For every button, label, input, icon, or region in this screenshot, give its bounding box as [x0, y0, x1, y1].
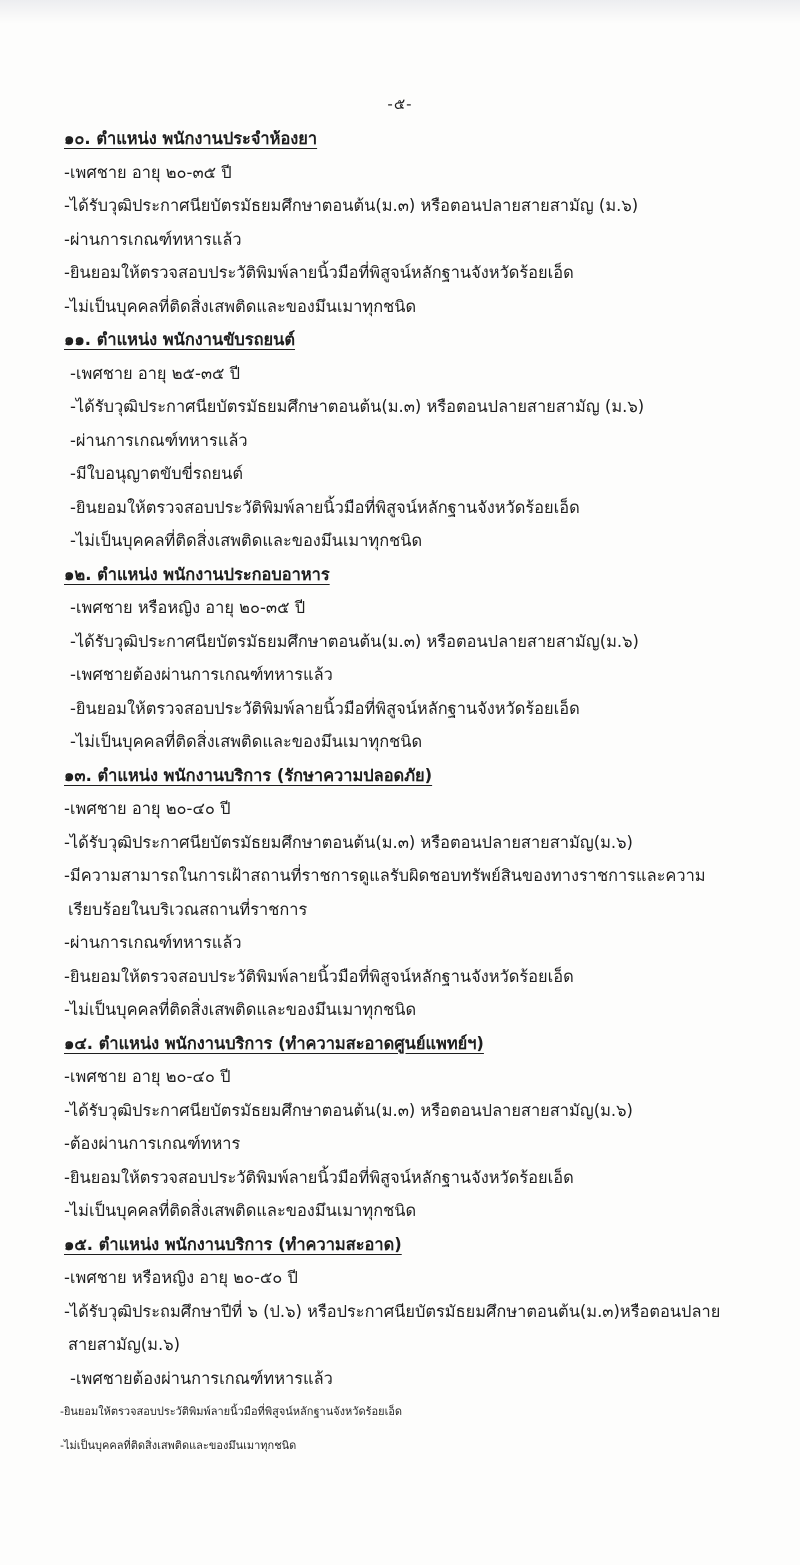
section-heading: ๑๓. ตำแหน่ง พนักงานบริการ (รักษาความปลอดภัย)	[64, 765, 433, 785]
section-heading: ๑๒. ตำแหน่ง พนักงานประกอบอาหาร	[64, 564, 330, 584]
section-heading: ๑๕. ตำแหน่ง พนักงานบริการ (ทำความสะอาด)	[64, 1234, 402, 1254]
section-heading: ๑๔. ตำแหน่ง พนักงานบริการ (ทำความสะอาดศูนย์แพทย์ฯ)	[64, 1033, 484, 1053]
requirement-line: -เพศชาย อายุ ๒๕-๓๕ ปี	[70, 363, 241, 383]
requirement-line: -ไม่เป็นบุคคลที่ติดสิ่งเสพติดและของมึนเมาทุกชนิด	[64, 296, 417, 316]
document-body	[60, 122, 786, 1462]
requirement-line: -ไม่เป็นบุคคลที่ติดสิ่งเสพติดและของมึนเมาทุกชนิด	[60, 1438, 297, 1452]
requirement-line: -มีใบอนุญาตขับขี่รถยนต์	[70, 464, 243, 483]
requirement-line: -ไม่เป็นบุคคลที่ติดสิ่งเสพติดและของมึนเมาทุกชนิด	[70, 531, 423, 550]
requirement-line: -ไม่เป็นบุคคลที่ติดสิ่งเสพติดและของมึนเมาทุกชนิด	[70, 732, 423, 751]
section-10	[64, 122, 786, 323]
requirement-line: -ผ่านการเกณฑ์ทหารแล้ว	[70, 430, 248, 450]
requirement-line: -มีความสามารถในการเฝ้าสถานที่ราชการดูแลรับผิดชอบทรัพย์สินของทางราชการและความ	[64, 866, 706, 885]
requirement-line: -เพศชาย อายุ ๒๐-๔๐ ปี	[64, 1067, 231, 1086]
requirement-line: -ผ่านการเกณฑ์ทหารแล้ว	[64, 933, 242, 952]
section-heading: ๑๐. ตำแหน่ง พนักงานประจำห้องยา	[64, 129, 318, 148]
requirement-line: -ได้รับวุฒิประกาศนียบัตรมัธยมศึกษาตอนต้น(ม.๓) หรือตอนปลายสายสามัญ(ม.๖)	[64, 1100, 633, 1120]
requirement-line: -เพศชายต้องผ่านการเกณฑ์ทหารแล้ว	[70, 665, 333, 684]
requirement-line: -ยินยอมให้ตรวจสอบประวัติพิมพ์ลายนิ้วมือที่พิสูจน์หลักฐานจังหวัดร้อยเอ็ด	[60, 1405, 403, 1418]
requirement-line: -เพศชาย หรือหญิง อายุ ๒๐-๓๕ ปี	[70, 598, 306, 617]
requirement-line: -เพศชาย อายุ ๒๐-๔๐ ปี	[64, 799, 231, 818]
requirement-line: -ยินยอมให้ตรวจสอบประวัติพิมพ์ลายนิ้วมือที่พิสูจน์หลักฐานจังหวัดร้อยเอ็ด	[70, 698, 580, 718]
requirement-line: -ได้รับวุฒิประถมศึกษาปีที่ ๖ (ป.๖) หรือประกาศนียบัตรมัธยมศึกษาตอนต้น(ม.๓)หรือตอนปลาย	[64, 1301, 721, 1321]
requirement-line: -ได้รับวุฒิประกาศนียบัตรมัธยมศึกษาตอนต้น(ม.๓) หรือตอนปลายสายสามัญ (ม.๖)	[64, 196, 639, 215]
page-number: -๕-	[387, 95, 413, 113]
requirement-line: -ไม่เป็นบุคคลที่ติดสิ่งเสพติดและของมึนเมาทุกชนิด	[64, 1000, 417, 1019]
requirement-line: -เพศชายต้องผ่านการเกณฑ์ทหารแล้ว	[70, 1368, 333, 1388]
requirement-line-continued: สายสามัญ(ม.๖)	[68, 1335, 180, 1354]
requirement-line: -เพศชาย หรือหญิง อายุ ๒๐-๕๐ ปี	[64, 1268, 298, 1287]
section-12	[64, 558, 786, 759]
section-15	[60, 1228, 786, 1463]
section-14	[64, 1027, 786, 1228]
section-heading: ๑๑. ตำแหน่ง พนักงานขับรถยนต์	[64, 330, 296, 349]
requirement-line: -ได้รับวุฒิประกาศนียบัตรมัธยมศึกษาตอนต้น(ม.๓) หรือตอนปลายสายสามัญ(ม.๖)	[64, 832, 633, 852]
requirement-line: -เพศชาย อายุ ๒๐-๓๕ ปี	[64, 162, 232, 182]
requirement-line: -ไม่เป็นบุคคลที่ติดสิ่งเสพติดและของมึนเมาทุกชนิด	[64, 1201, 417, 1220]
requirement-line: -ยินยอมให้ตรวจสอบประวัติพิมพ์ลายนิ้วมือที่พิสูจน์หลักฐานจังหวัดร้อยเอ็ด	[64, 966, 574, 986]
requirement-line: -ผ่านการเกณฑ์ทหารแล้ว	[64, 229, 242, 249]
requirement-line: -ยินยอมให้ตรวจสอบประวัติพิมพ์ลายนิ้วมือที่พิสูจน์หลักฐานจังหวัดร้อยเอ็ด	[64, 1167, 574, 1187]
requirement-line: -ได้รับวุฒิประกาศนียบัตรมัธยมศึกษาตอนต้น(ม.๓) หรือตอนปลายสายสามัญ (ม.๖)	[70, 397, 645, 416]
section-11	[64, 323, 786, 558]
requirement-line: -ยินยอมให้ตรวจสอบประวัติพิมพ์ลายนิ้วมือที่พิสูจน์หลักฐานจังหวัดร้อยเอ็ด	[70, 497, 580, 517]
section-13	[64, 759, 786, 1027]
requirement-line-continued: เรียบร้อยในบริเวณสถานที่ราชการ	[68, 899, 308, 919]
requirement-line: -ยินยอมให้ตรวจสอบประวัติพิมพ์ลายนิ้วมือที่พิสูจน์หลักฐานจังหวัดร้อยเอ็ด	[64, 263, 574, 282]
requirement-line: -ต้องผ่านการเกณฑ์ทหาร	[64, 1134, 241, 1153]
requirement-line: -ได้รับวุฒิประกาศนียบัตรมัธยมศึกษาตอนต้น(ม.๓) หรือตอนปลายสายสามัญ(ม.๖)	[70, 631, 639, 651]
